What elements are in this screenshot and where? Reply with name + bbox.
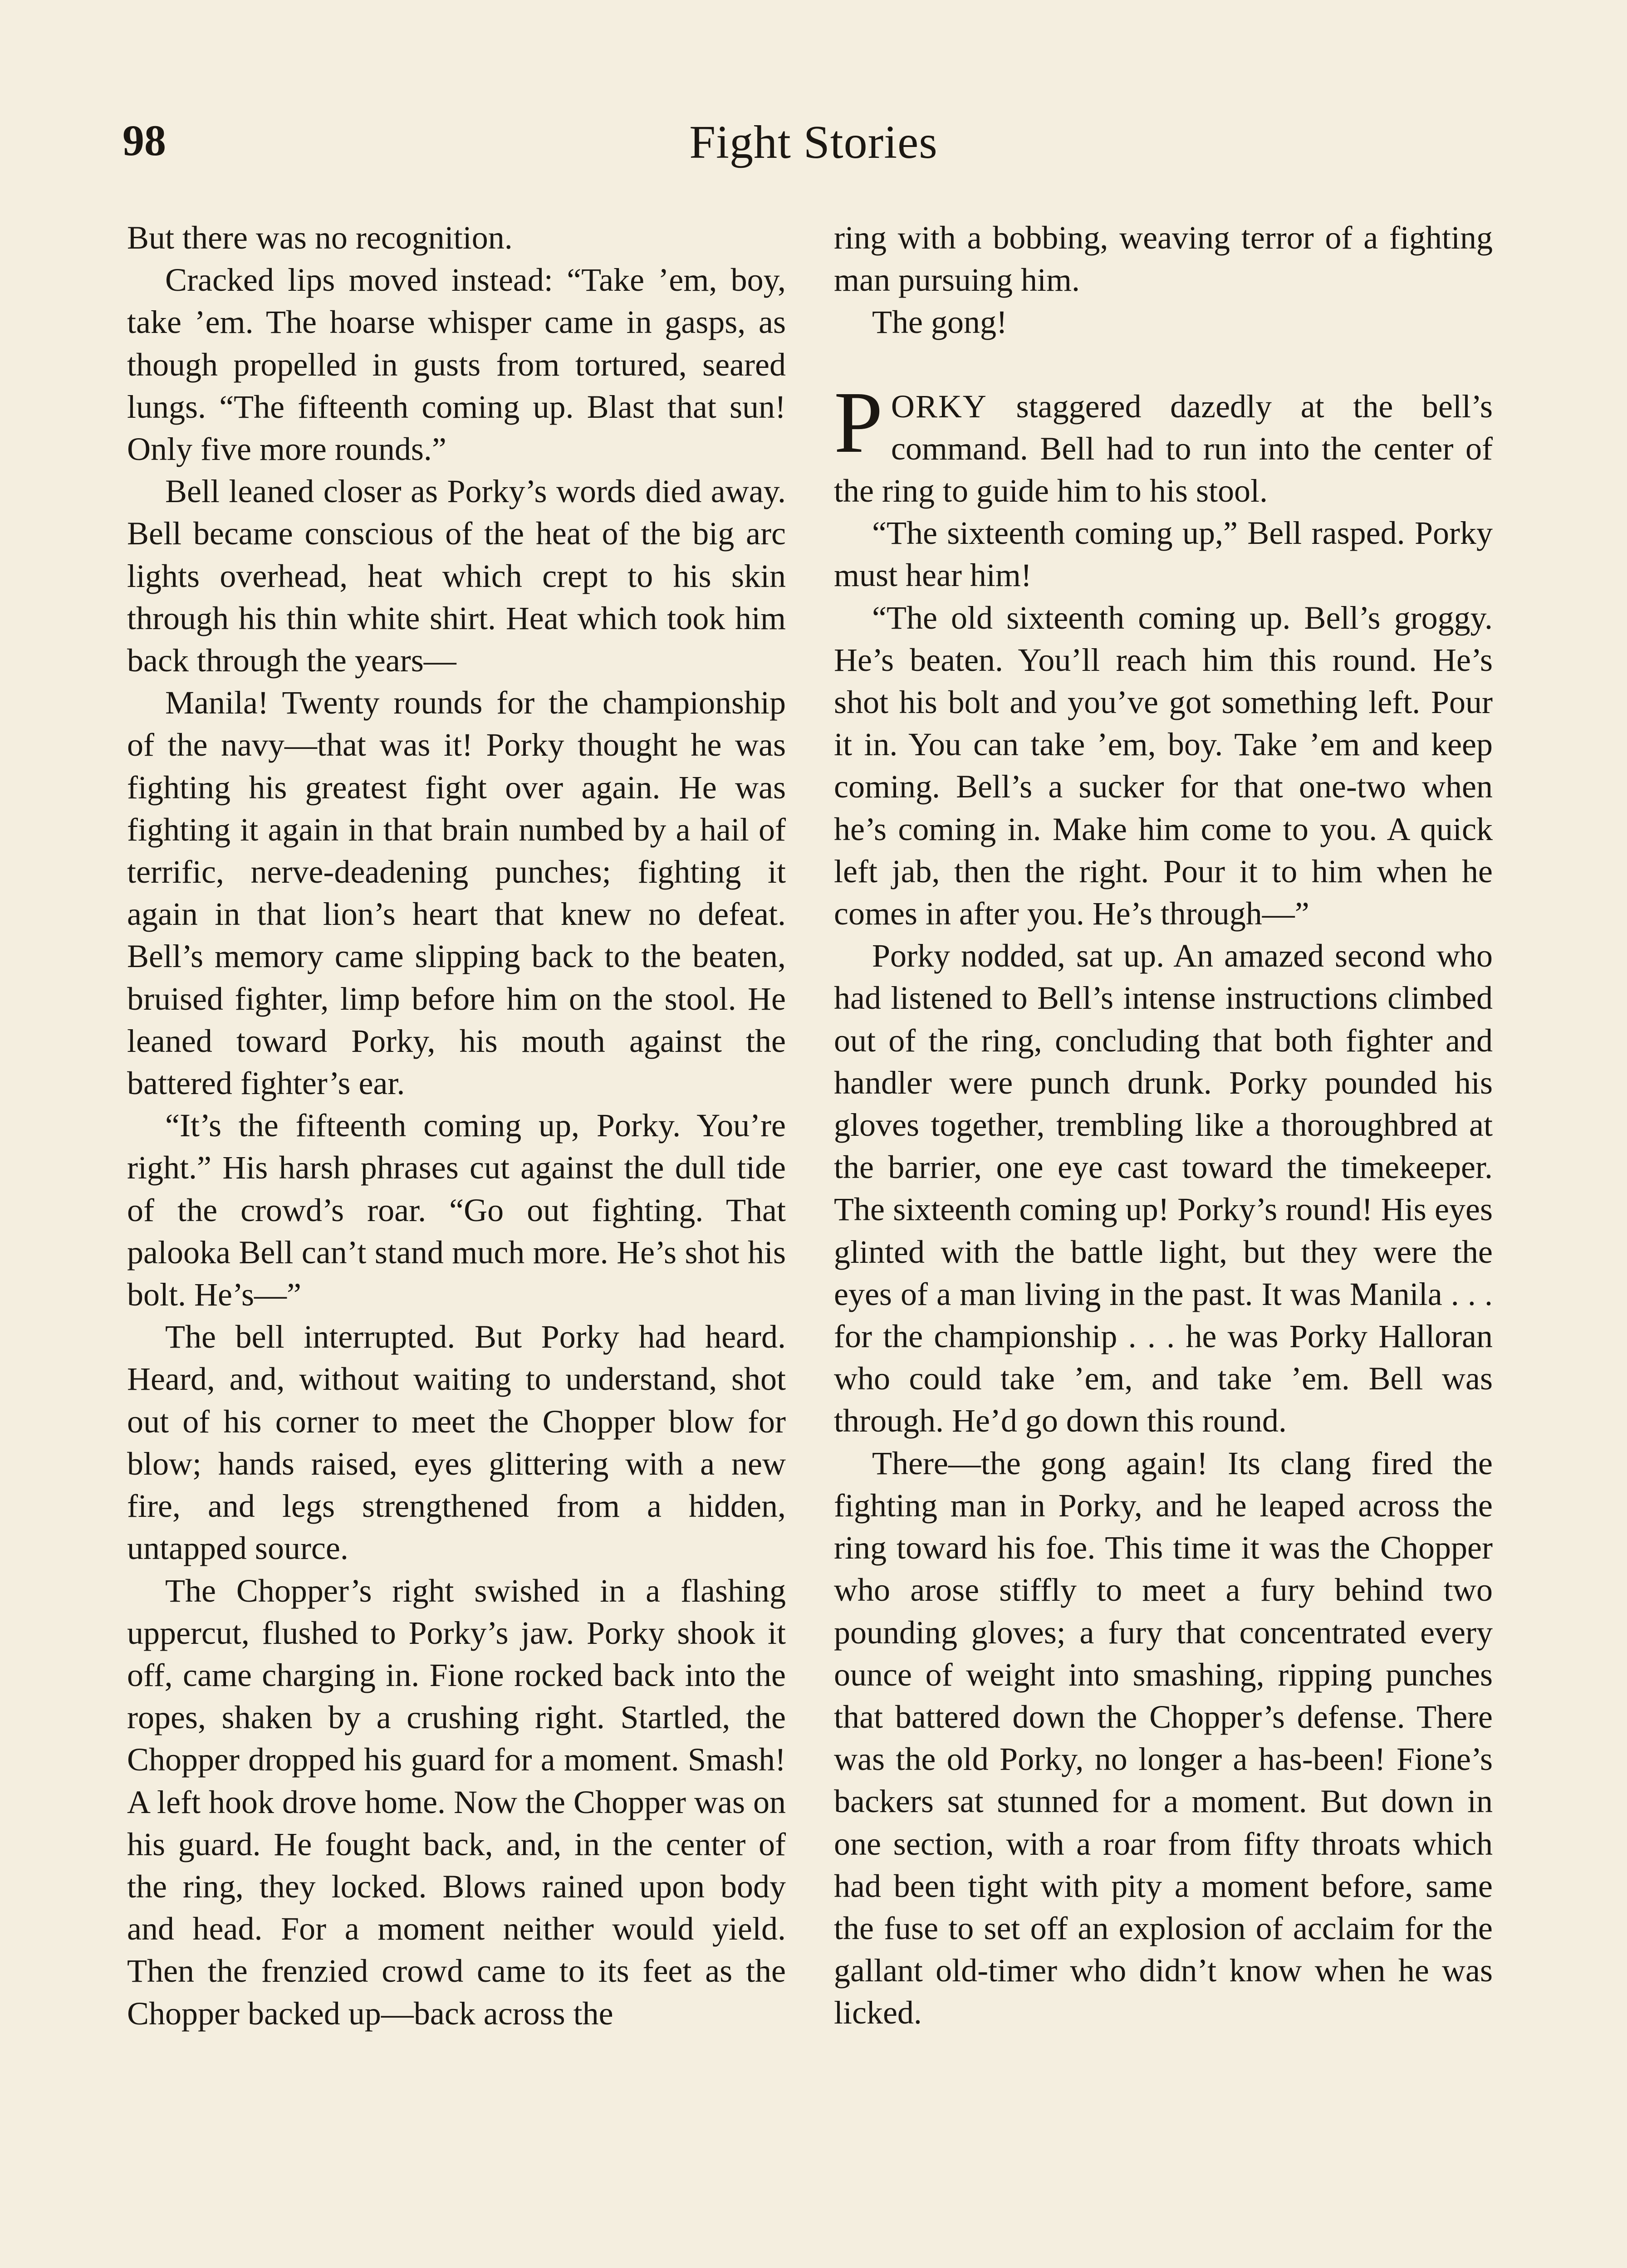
paragraph-gong: The gong! xyxy=(872,304,1007,341)
right-column xyxy=(834,217,1493,2034)
paragraph: Manila! Twenty rounds for the championship of the navy—that was it! Porky thought he was fighting his greatest fight over again. He was fighting it again in that brain numbed by a hail of terrific, nerve-deadening punches; fighting it again in that lion’s heart that knew no defeat. Bell’s memory came slipping back to the beaten, bruised fighter, limp before him on the stool. He leaned toward Porky, his mouth against the battered fighter’s ear. xyxy=(127,684,786,1102)
paragraph: Cracked lips moved instead: “Take ’em, boy, take ’em. The hoarse whisper came in gasps, as though propelled in gusts from tortured, seared lungs. “The fifteenth coming up. Blast that sun! Only five more rounds.” xyxy=(127,262,786,468)
paragraph: But there was no recognition. xyxy=(127,220,513,256)
paragraph-continuation: ring with a bobbing, weaving terror of a fighting man pursuing him. xyxy=(834,220,1493,298)
paragraph: “It’s the fifteenth coming up, Porky. You’re right.” His harsh phrases cut against the dull tide of the crowd’s roar. “Go out fighting. That palooka Bell can’t stand much more. He’s shot his bolt. He’s—” xyxy=(127,1107,786,1313)
paragraph: “The sixteenth coming up,” Bell rasped. Porky must hear him! xyxy=(834,515,1493,594)
section-lead-word: ORKY xyxy=(891,388,987,425)
section-lead-text: staggered dazedly at the bell’s command. Bell had to run into the center of the ring to guide him to his stool. xyxy=(834,388,1493,509)
paragraph: The Chopper’s right swished in a flashing uppercut, flushed to Porky’s jaw. Porky shook it off, came charging in. Fione rocked back into the ropes, shaken by a crushing right. Startled, the Chopper dropped his guard for a moment. Smash! A left hook drove home. Now the Chopper was on his guard. He fought back, and, in the center of the ring, they locked. Blows rained upon body and head. For a moment neither would yield. Then the frenzied crowd came to its feet as the Chopper backed up—back across the xyxy=(127,1572,786,2032)
paragraph: Bell leaned closer as Porky’s words died away. Bell became conscious of the heat of the big arc lights overhead, heat which crept to his skin through his thin white shirt. Heat which took him back through the years— xyxy=(127,473,786,679)
paragraph: Porky nodded, sat up. An amazed second who had listened to Bell’s intense instructions climbed out of the ring, concluding that both fighter and handler were punch drunk. Porky pounded his gloves together, trembling like a thoroughbred at the barrier, one eye cast toward the timekeeper. The sixteenth coming up! Porky’s round! His eyes glinted with the battle light, but they were the eyes of a man living in the past. It was Manila . . . for the championship . . . he was Porky Halloran who could take ’em, and take ’em. Bell was through. He’d go down this round. xyxy=(834,938,1493,1439)
paragraph: The bell interrupted. But Porky had heard. Heard, and, without waiting to understand, shot out of his corner to meet the Chopper blow for blow; hands raised, eyes glittering with a new fire, and legs strengthened from a hidden, untapped source. xyxy=(127,1319,786,1567)
drop-cap: P xyxy=(834,373,883,471)
paragraph: “The old sixteenth coming up. Bell’s groggy. He’s beaten. You’ll reach him this round. He’s shot his bolt and you’ve got something left. Pour it in. You can take ’em, boy. Take ’em and keep coming. Bell’s a sucker for that one-two when he’s coming in. Make him come to you. A quick left jab, then the right. Pour it to him when he comes in after you. He’s through—” xyxy=(834,599,1493,932)
running-head-title: Fight Stories xyxy=(689,116,938,168)
left-column xyxy=(127,217,786,2035)
paragraph: There—the gong again! Its clang fired the fighting man in Porky, and he leaped across the ring toward his foe. This time it was the Chopper who arose stiffly to meet a fury behind two pounding gloves; a fury that concentrated every ounce of weight into smashing, ripping punches that battered down the Chopper’s defense. There was the old Porky, no longer a has-been! Fione’s backers sat stunned for a moment. But down in one section, with a roar from fifty throats which had been tight with pity a moment before, same the fuse to set off an explosion of acclaim for the gallant old-timer who didn’t know when he was licked. xyxy=(834,1445,1493,2031)
section-opening-paragraph xyxy=(834,373,1493,513)
page-number: 98 xyxy=(123,116,166,165)
